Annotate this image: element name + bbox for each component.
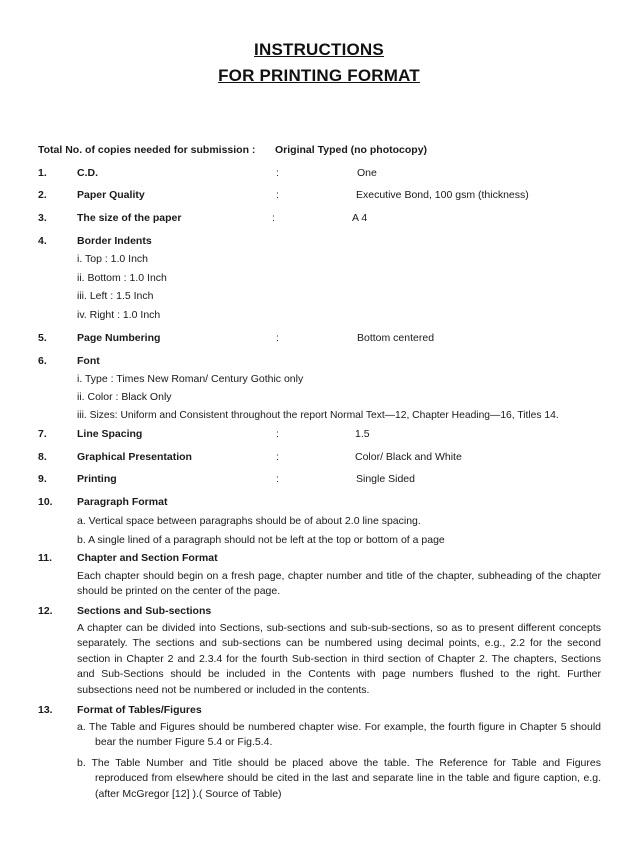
item-label: Line Spacing: [77, 428, 143, 440]
item-label: Printing: [77, 473, 117, 485]
sub-item: ii. Color : Black Only: [77, 391, 172, 403]
section-paragraph: Each chapter should begin on a fresh page, chapter number and title of the chapter, subheading of the chapter should be printed on the center of the page.: [77, 570, 601, 598]
item-number: 6.: [38, 355, 47, 367]
item-label: The size of the paper: [77, 212, 182, 224]
sub-item: iv. Right : 1.0 Inch: [77, 309, 161, 321]
item-value: One: [357, 167, 377, 179]
item-colon: :: [276, 428, 279, 440]
item-number: 2.: [38, 189, 47, 201]
item-number: 1.: [38, 167, 47, 179]
item-value: A 4: [352, 212, 368, 224]
item-colon: :: [276, 332, 279, 344]
item-value: 1.5: [355, 428, 370, 440]
item-label: Paper Quality: [77, 189, 145, 201]
item-value: Bottom centered: [357, 332, 435, 344]
sub-item: ii. Bottom : 1.0 Inch: [77, 272, 167, 284]
item-number: 8.: [38, 451, 47, 463]
sub-item: b. A single lined of a paragraph should not be left at the top or bottom of a page: [77, 534, 445, 546]
item-number: 7.: [38, 428, 47, 440]
item-number: 11.: [38, 552, 53, 564]
item-label: C.D.: [77, 167, 98, 179]
item-label: Format of Tables/Figures: [77, 704, 202, 716]
item-colon: :: [276, 167, 279, 179]
item-colon: :: [276, 451, 279, 463]
item-colon: :: [276, 189, 279, 201]
page-subtitle: FOR PRINTING FORMAT: [218, 66, 420, 85]
copies-value: Original Typed (no photocopy): [275, 144, 428, 156]
item-number: 9.: [38, 473, 47, 485]
item-label: Sections and Sub-sections: [77, 605, 212, 617]
item-label: Chapter and Section Format: [77, 552, 218, 564]
item-label: Graphical Presentation: [77, 451, 192, 463]
item-label: Border Indents: [77, 235, 152, 247]
item-number: 5.: [38, 332, 47, 344]
section-paragraph: A chapter can be divided into Sections, sub-sections and sub-sub-sections, so as to present different concepts separately. The sections and sub-sections can be numbered using decimal points, e.g., 2.2 for the second section in Chapter 2 and 2.3.4 for the fourth Sub-section in third section of Chapter 2. The chapters, Sections and Sub-Sections should be included in the Contents with page numbers flushed to the right. Further subsections need not be numbered or included in the contents.: [77, 622, 601, 696]
item-number: 10.: [38, 496, 53, 508]
copies-label: Total No. of copies needed for submission :: [38, 144, 256, 156]
item-number: 4.: [38, 235, 47, 247]
item-number: 3.: [38, 212, 47, 224]
table-figure-point: b. The Table Number and Title should be placed above the table. The Reference for Table and Figures reproduced from elsewhere should be cited in the last and separate line in the table and figure caption, e.g. (after McGregor [12] ).( Source of Table): [77, 757, 601, 800]
item-value: Single Sided: [356, 473, 415, 485]
item-label: Page Numbering: [77, 332, 161, 344]
item-number: 12.: [38, 605, 53, 617]
sub-item: i. Top : 1.0 Inch: [77, 253, 149, 265]
sub-item: iii. Left : 1.5 Inch: [77, 290, 154, 302]
item-value: Executive Bond, 100 gsm (thickness): [356, 189, 529, 201]
item-label: Paragraph Format: [77, 496, 168, 508]
sub-item: iii. Sizes: Uniform and Consistent throughout the report Normal Text—12, Chapter Heading—16, Titles 14.: [77, 410, 559, 421]
item-number: 13.: [38, 704, 53, 716]
page-title: INSTRUCTIONS: [254, 40, 384, 59]
item-label: Font: [77, 355, 100, 367]
sub-item: i. Type : Times New Roman/ Century Gothic only: [77, 373, 304, 385]
sub-item: a. Vertical space between paragraphs should be of about 2.0 line spacing.: [77, 515, 421, 527]
item-colon: :: [272, 212, 275, 224]
item-value: Color/ Black and White: [355, 451, 462, 463]
item-colon: :: [276, 473, 279, 485]
table-figure-point: a. The Table and Figures should be numbered chapter wise. For example, the fourth figure in Chapter 5 should bear the number Figure 5.4 or Fig.5.4.: [77, 721, 601, 749]
